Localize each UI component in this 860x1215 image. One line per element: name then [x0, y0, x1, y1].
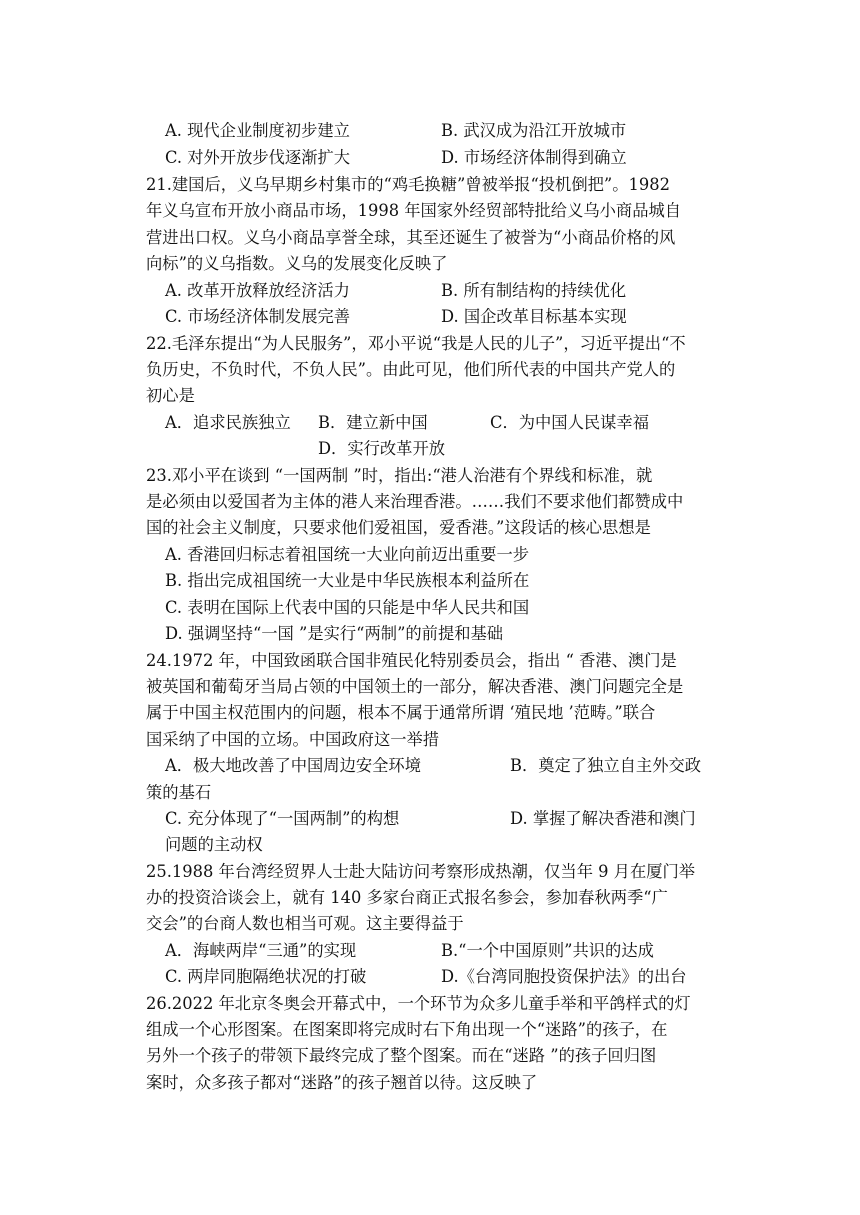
q23-stem-line: 23.邓小平在谈到 “一国两制 ”时，指出:“港人治港有个界线和标准，就 — [146, 466, 653, 485]
q26-stem-line: 组成一个心形图案。在图案即将完成时右下角出现一个“迷路”的孩子，在 — [146, 1020, 668, 1039]
q21-option-c: C. 市场经济体制发展完善 — [165, 307, 351, 326]
q24-option-b-continued: 策的基石 — [146, 783, 212, 802]
q24-stem-line: 24.1972 年，中国致函联合国非殖民化特别委员会，指出 “ 香港、澳门是 — [146, 651, 677, 670]
q25-option-c: C. 两岸同胞隔绝状况的打破 — [165, 967, 367, 986]
q25-stem-line: 25.1988 年台湾经贸界人士赴大陆访问考察形成热潮，仅当年 9 月在厦门举 — [146, 862, 696, 881]
q21-stem-line: 向标”的义乌指数。义乌的发展变化反映了 — [146, 254, 448, 273]
q24-option-d: D. 掌握了解决香港和澳门 — [510, 809, 696, 828]
q20-option-c: C. 对外开放步伐逐渐扩大 — [165, 148, 351, 167]
q25-option-d: D.《台湾同胞投资保护法》的出台 — [441, 967, 687, 986]
q21-option-d: D. 国企改革目标基本实现 — [441, 307, 627, 326]
q22-stem-line: 负历史，不负时代，不负人民”。由此可见，他们所代表的中国共产党人的 — [146, 360, 676, 379]
q22-option-d: D．实行改革开放 — [318, 439, 446, 458]
q22-option-c: C．为中国人民谋幸福 — [490, 413, 649, 432]
q21-stem-line: 年义乌宣布开放小商品市场，1998 年国家外经贸部特批给义乌小商品城自 — [146, 201, 682, 220]
q23-option-d: D. 强调坚持“一国 ”是实行“两制”的前提和基础 — [165, 624, 504, 643]
q21-option-a: A. 改革开放释放经济活力 — [165, 281, 350, 300]
q23-stem-line: 国的社会主义制度，只要求他们爱祖国，爱香港。”这段话的核心思想是 — [146, 518, 651, 537]
q23-option-c: C. 表明在国际上代表中国的只能是中华人民共和国 — [165, 598, 530, 617]
q24-option-a: A．极大地改善了中国周边安全环境 — [165, 756, 421, 775]
q21-option-b: B. 所有制结构的持续优化 — [441, 281, 627, 300]
q25-stem-line: 办的投资洽谈会上，就有 140 多家台商正式报名参会，参加春秋两季“广 — [146, 888, 668, 907]
q20-option-d: D. 市场经济体制得到确立 — [441, 148, 627, 167]
q25-option-b: B.“一个中国原则”共识的达成 — [441, 941, 654, 960]
q22-stem-line: 22.毛泽东提出“为人民服务”，邓小平说“我是人民的儿子”，习近平提出“不 — [146, 334, 686, 353]
q25-stem-line: 交会”的台商人数也相当可观。这主要得益于 — [146, 914, 464, 933]
q24-option-b: B．奠定了独立自主外交政 — [510, 756, 702, 775]
q26-stem-line: 案时，众多孩子都对“迷路”的孩子翘首以待。这反映了 — [146, 1073, 538, 1092]
q20-option-b: B. 武汉成为沿江开放城市 — [441, 121, 627, 140]
q24-option-c: C. 充分体现了“一国两制”的构想 — [165, 809, 400, 828]
q25-option-a: A．海峡两岸“三通”的实现 — [165, 941, 357, 960]
q24-stem-line: 被英国和葡萄牙当局占领的中国领土的一部分，解决香港、澳门问题完全是 — [146, 677, 684, 696]
q24-stem-line: 属于中国主权范围内的问题，根本不属于通常所谓 ‘殖民地 ’范畴。”联合 — [146, 703, 656, 722]
q24-stem-line: 国采纳了中国的立场。中国政府这一举措 — [146, 730, 440, 749]
q22-stem-line: 初心是 — [146, 386, 195, 405]
q20-option-a: A. 现代企业制度初步建立 — [165, 121, 350, 140]
q21-stem-line: 营进出口权。义乌小商品享誉全球，其至还诞生了被誉为“小商品价格的风 — [146, 228, 676, 247]
q22-option-b: B．建立新中国 — [318, 413, 428, 432]
q21-stem-line: 21.建国后，义乌早期乡村集市的“鸡毛换糖”曾被举报“投机倒把”。1982 — [146, 175, 670, 194]
q24-option-d-continued: 问题的主动权 — [165, 835, 263, 854]
q22-option-a: A．追求民族独立 — [165, 413, 291, 432]
q23-stem-line: 是必须由以爱国者为主体的港人来治理香港。……我们不要求他们都赞成中 — [146, 492, 684, 511]
q26-stem-line: 另外一个孩子的带领下最终完成了整个图案。而在“迷路 ”的孩子回归图 — [146, 1046, 657, 1065]
q23-option-a: A. 香港回归标志着祖国统一大业向前迈出重要一步 — [165, 545, 530, 564]
q23-option-b: B. 指出完成祖国统一大业是中华民族根本利益所在 — [165, 571, 530, 590]
q26-stem-line: 26.2022 年北京冬奥会开幕式中，一个环节为众多儿童手举和平鸽样式的灯 — [146, 994, 691, 1013]
